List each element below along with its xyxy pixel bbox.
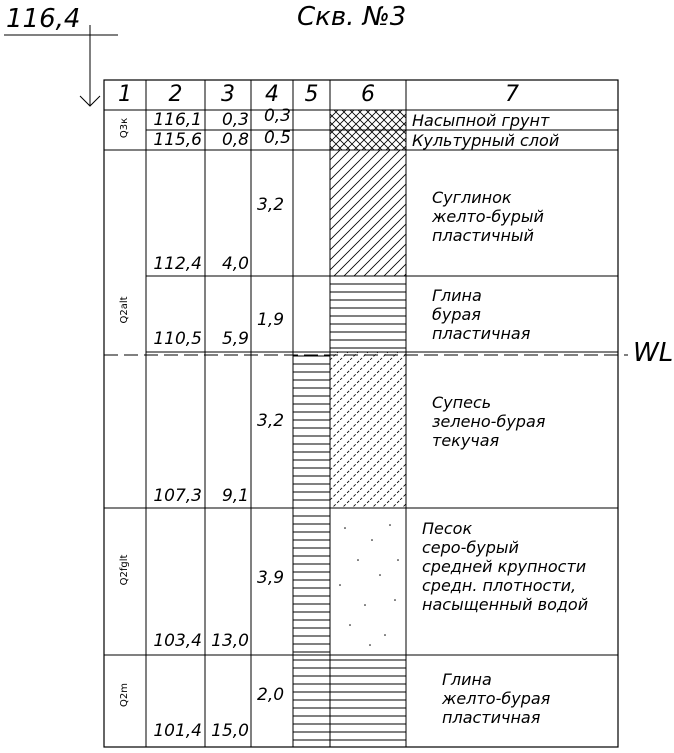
saturation-zone xyxy=(293,355,330,747)
lithology-dots xyxy=(339,524,399,646)
lithology-horizontal xyxy=(330,276,406,352)
layer-thickness: 3,9 xyxy=(257,568,285,588)
layer-depth: 4,0 xyxy=(221,254,249,274)
stratum-label: Q2fglt xyxy=(119,554,130,586)
layer-thickness: 2,0 xyxy=(257,685,285,705)
water-level-label: WL xyxy=(633,338,674,368)
lithology-horizontal xyxy=(330,655,406,747)
stratum-label: Q2m xyxy=(119,683,130,707)
layer-thickness: 3,2 xyxy=(257,195,285,215)
layer-description: Песок серо-бурый средней крупности средн. плотности, насыщенный водой xyxy=(422,519,589,614)
layer-depth: 0,3 xyxy=(221,110,249,130)
layer-description: Культурный слой xyxy=(412,131,560,150)
layer-description: Насыпной грунт xyxy=(412,111,550,130)
column-header: 5 xyxy=(304,82,319,107)
top-elevation: 116,4 xyxy=(6,4,81,34)
layer-depth: 9,1 xyxy=(221,486,249,506)
column-header: 1 xyxy=(118,82,132,107)
layer-elevation: 103,4 xyxy=(153,631,202,651)
column-header: 6 xyxy=(361,82,375,107)
layer-elevation: 101,4 xyxy=(153,721,202,741)
column-header: 7 xyxy=(505,82,519,107)
layer-thickness: 3,2 xyxy=(257,411,285,431)
column-header: 4 xyxy=(265,82,279,107)
layer-elevation: 107,3 xyxy=(153,486,202,506)
layer-elevation: 116,1 xyxy=(153,110,202,130)
column-header: 2 xyxy=(168,82,183,107)
lithology-crosshatch xyxy=(330,110,406,150)
lithology-dashed-diagonal xyxy=(330,352,406,508)
layer-thickness: 0,3 xyxy=(263,106,291,126)
column-header: 3 xyxy=(221,82,235,107)
layer-depth: 0,8 xyxy=(221,130,249,150)
lithology-diagonal xyxy=(330,150,406,276)
stratum-label: Q3к xyxy=(119,117,130,139)
layer-thickness: 0,5 xyxy=(263,128,291,148)
layer-description: Супесь зелено-бурая текучая xyxy=(432,393,546,450)
stratum-label: Q2alt xyxy=(119,296,130,324)
layer-depth: 13,0 xyxy=(211,631,249,651)
layer-elevation: 112,4 xyxy=(153,254,202,274)
borehole-title: Скв. №3 xyxy=(297,2,407,32)
layer-elevation: 110,5 xyxy=(153,329,202,349)
layer-thickness: 1,9 xyxy=(257,310,285,330)
layer-description: Глина желто-бурая пластичная xyxy=(442,670,551,727)
layer-elevation: 115,6 xyxy=(153,130,202,150)
layer-description: Глина бурая пластичная xyxy=(432,286,531,343)
layer-depth: 15,0 xyxy=(211,721,249,741)
layer-description: Суглинок желто-бурый пластичный xyxy=(432,188,544,245)
layer-depth: 5,9 xyxy=(221,329,249,349)
